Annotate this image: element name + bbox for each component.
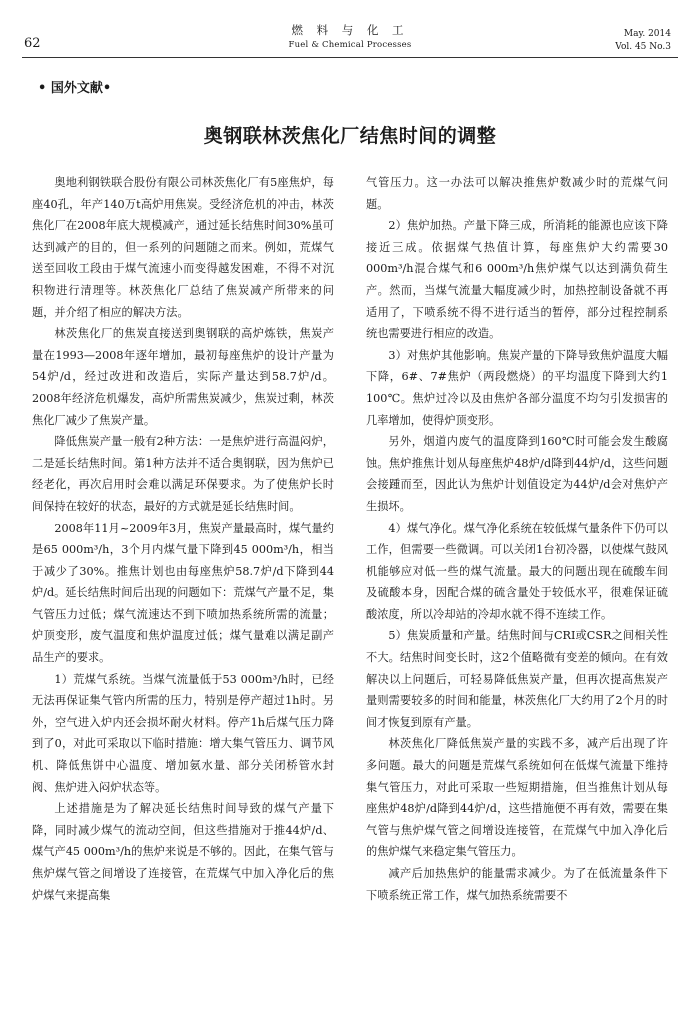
paragraph: 减产后加热焦炉的能量需求减少。为了在低流量条件下下喷系统正常工作，煤气加热系统需要不	[366, 867, 668, 902]
paragraph: 奥地利钢铁联合股份有限公司林茨焦化厂有5座焦炉，每座40孔，年产140万t高炉用焦炭。受经济危机的冲击，林茨焦化厂在2008年底大规模减产，通过延长结焦时间30%虽可达到减产的目的，但一系列的问题随之而来。例如，荒煤气送至回收工段由于煤气流速小而变得越发困难，不得不对沉积物进行清理等。林茨焦化厂总结了焦炭减产所带来的问题，并介绍了相应的解决方法。	[32, 176, 334, 319]
paragraph: 3）对焦炉其他影响。焦炭产量的下降导致焦炉温度大幅下降，6#、7#焦炉（两段燃烧）的平均温度下降到大约1 100℃。焦炉过冷以及由焦炉各部分温度不均匀引发损害的几率增加，使得炉顶变形。	[366, 348, 668, 427]
article-title: 奥钢联林茨焦化厂结焦时间的调整	[203, 125, 497, 147]
issue-date: May. 2014	[623, 29, 671, 39]
paragraph: 林茨焦化厂降低焦炭产量的实践不多，减产后出现了许多问题。最大的问题是荒煤气系统如何在低煤气流量下维持集气管压力，对此可采取一些短期措施，但当推焦计划从每座焦炉48炉/d降到44炉/d，这些措施便不再有效，需要在集气管与焦炉煤气管之间增设连接管，在荒煤气中加入净化后的焦炉煤气来稳定集气管压力。	[366, 737, 668, 859]
paragraph: 2008年11月~2009年3月，焦炭产量最高时，煤气量约是65 000m³/h，3个月内煤气量下降到45 000m³/h，相当于减少了30%。推焦计划也由每座焦炉58.7炉/d下降到44炉/d。延长结焦时间后出现的问题如下：荒煤气产量不足，集气管压力过低；煤气流速达不到下喷加热系统所需的流量；炉顶变形，废气温度和焦炉温度过低；煤气量难以满足副产品生产的要求。	[32, 521, 334, 665]
journal-header	[0, 22, 700, 50]
journal-title-en: Fuel & Chemical Processes	[288, 40, 412, 50]
paragraph: 2）焦炉加热。产量下降三成，所消耗的能源也应该下降接近三成。依据煤气热值计算，每座焦炉大约需要30 000m³/h混合煤气和6 000m³/h焦炉煤气以达到满负荷生产。然而，当煤气流量大幅度减少时，加热控制设备就不再适用了，下喷系统不得不进行适当的暂停，部分过程控制系统也需要进行相应的改造。	[366, 219, 668, 341]
left-column	[32, 172, 334, 906]
paragraph: 1）荒煤气系统。当煤气流量低于53 000m³/h时，已经无法再保证集气管内所需的压力，特别是停产超过1h时。另外，空气进入炉内还会损坏耐火材料。停产1h后煤气压力降到了0，对此可采取以下临时措施：增大集气管压力、调节风机、降低焦饼中心温度、增加氨水量、部分关闭桥管水封阀、焦炉进入闷炉状态等。	[32, 672, 334, 794]
paragraph: 降低焦炭产量一般有2种方法：一是焦炉进行高温闷炉，二是延长结焦时间。第1种方法并不适合奥钢联，因为焦炉已经老化，再次启用时会难以满足环保要求。为了使焦炉长时间保持在较好的状态，最好的方式就是延长结焦时间。	[32, 435, 334, 513]
paragraph: 上述措施是为了解决延长结焦时间导致的煤气产量下降，同时减少煤气的流动空间，但这些措施对于推44炉/d、煤气产45 000m³/h的焦炉来说是不够的。因此，在集气管与焦炉煤气管之间增设了连接管，在荒煤气中加入净化后的焦炉煤气来提高集	[32, 802, 334, 902]
page-number: 62	[24, 36, 41, 51]
paragraph: 林茨焦化厂的焦炭直接送到奥钢联的高炉炼铁，焦炭产量在1993—2008年逐年增加，最初每座焦炉的设计产量为54炉/d，经过改进和改造后，实际产量达到58.7炉/d。2008年经济危机爆发，高炉所需焦炭减少，焦炭过剩，林茨焦化厂减少了焦炭产量。	[32, 327, 334, 427]
paragraph: 4）煤气净化。煤气净化系统在较低煤气量条件下仍可以工作，但需要一些微调。可以关闭1台初冷器，以使煤气鼓风机能够应对低一些的煤气流量。最大的问题出现在硫酸车间及硫酸本身，因配合煤的硫含量处于较低水平，很难保证硫酸浓度，所以冷却站的冷却水就不得不连续工作。	[366, 521, 668, 621]
header-rule	[22, 57, 678, 58]
paragraph: 另外，烟道内废气的温度降到160℃时可能会发生酸腐蚀。焦炉推焦计划从每座焦炉48炉/d降到44炉/d，这些问题会接踵而至，因此认为焦炉计划值设定为44炉/d会对焦炉产生损坏。	[366, 435, 668, 513]
right-column	[366, 172, 668, 906]
journal-title-cn: 燃 料 与 化 工	[291, 23, 409, 37]
issue-volume: Vol. 45 No.3	[615, 42, 671, 52]
issue-info	[615, 28, 671, 54]
paragraph: 5）焦炭质量和产量。结焦时间与CRI或CSR之间相关性不大。结焦时间变长时，这2个值略微有变差的倾向。在有效解决以上问题后，可轻易降低焦炭产量，但再次提高焦炭产量则需要较多的时间和能量，林茨焦化厂大约用了2个月的时间才恢复到原有产量。	[366, 629, 668, 729]
column-tag: • 国外文献•	[38, 81, 112, 96]
paragraph-continued: 气管压力。这一办法可以解决推焦炉数减少时的荒煤气问题。	[366, 176, 668, 211]
